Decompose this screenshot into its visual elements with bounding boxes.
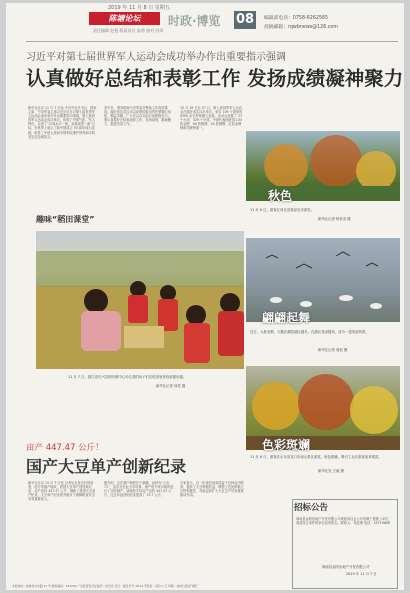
editor-credits: 责任编辑 赵曼 版面设计 陆勇 校对 苏珂: [93, 28, 164, 33]
email-text: 投稿邮箱：rqwbnews@126.com: [264, 25, 339, 30]
lead-kicker: 习近平对第七届世界军人运动会成功举办作出重要指示强调: [26, 52, 286, 63]
soybean-article-col2: 据介绍，这次测产地块位于新疆，品种为“合农 71”，由东北农业大学培育。测产组专家对地块进行了实收测产，该地块平均亩产达到 447.47 公斤，比去年创造的纪录提高了 23.7 公斤。: [104, 481, 174, 498]
lead-article-col2: 党中央、国务院和中央军委对筹备工作高度重视。湖北省及武汉市以高度的政治责任感精心组织，精益求精。广大官兵以实际行动积极参与。要认真做好总结和表彰工作，发扬成绩，凝神聚力，推进各项工作。: [104, 106, 171, 127]
lead-article-col1: 新华社北京 11 月 7 日电 中共中央总书记、国家主席、中央军委主席习近平近日对第七届世界军人运动会成功举办作出重要指示强调，第七届世界军人运动会成功举办，体现了中国气派，军人特色，实现了“办赛水平一流，参赛成绩一流”目标，在世界上展示了新中国成立 70 周年伟大成就，彰显了中国人民和中国军队维护世界和平的坚定信念和担当。: [28, 106, 97, 139]
feature-credit: 新华社记者 徐昱 摄: [156, 384, 186, 388]
soybean-article-col1: 新华社北京 11 月 7 日电 记者从农业农村部获悉，经专家测产验收，我国大豆单产创造新纪录，亩产达到 447.47 公斤，刷新了我国大豆高产纪录，大豆单产纪录的突破对于保障粮食安全具有重要意义。: [28, 481, 96, 502]
lead-headline: 认真做好总结和表彰工作 发扬成绩凝神聚力: [26, 67, 404, 90]
tender-notice-title: 招标公告: [294, 503, 329, 513]
tender-notice-body: 海南县金阳房地产开发有限公司现面向社会公开招聘工程施工单位，欢迎符合条件的单位前来报名。联系人：吴经理 电话：18719686: [296, 517, 392, 526]
autumn-photo-credit: 新华社记者 杨世尧 摄: [318, 217, 351, 221]
soybean-article-col3: 专家表示，这一纪录的创造得益于良种良法配套，提高了大豆种植效益，增强了农民种植大豆的积极性，对稳定和扩大大豆生产具有重要推动作用。: [180, 481, 244, 498]
issue-date: 2019 年 11 月 8 日 星期五: [108, 5, 170, 11]
soybean-headline: 国产大豆单产创新纪录: [26, 457, 187, 476]
autumn-photo-label: 秋色: [268, 189, 293, 203]
feature-caption: 11 月 7 日，浙江省长兴县泗安镇中心幼儿园的孩子们在稻田里体验收割乐趣。: [68, 375, 187, 379]
masthead-divider: [26, 41, 398, 42]
masthead: [6, 3, 404, 41]
feature-photo: [36, 231, 244, 369]
lead-article-col3: 10 月 18 日至 27 日，第七届世界军人运动会在湖北省武汉市举行。来自 109 个国家的 9300 余名军体健儿参赛，运动会设置了 27 个大项、329 个小项。中国代表团获得 133 枚金牌、64 枚银牌、42 枚铜牌，位居金牌榜和奖牌榜第一。: [180, 106, 243, 131]
kids-in-rice-field-image: [36, 231, 244, 369]
colorful-photo-label: 色彩斑斓: [262, 438, 311, 452]
colorful-photo-caption: 11 月 6 日，游客在山东省龙口市南山景区游览，秋色斑斓，吸引了众多游客前来观赏。: [250, 455, 382, 459]
section-logo: 陈塘论坛: [89, 12, 160, 25]
autumn-photo-caption: 11 月 6 日，游客在河北省秦皇岛市游览。: [250, 208, 314, 212]
tender-notice-company: 海南县金阳房地产开发有限公司: [322, 565, 370, 569]
page-number: 08: [235, 12, 255, 27]
cranes-photo-caption: 近日，大批灰鹤、天鹅在鄱阳湖区越冬，在湖区觅食嬉戏，成为一道美丽风景。: [250, 330, 369, 334]
cranes-photo-label: 翩翩起舞: [262, 311, 311, 325]
newspaper-page: [6, 3, 404, 590]
section-rubric: 时政·博览: [168, 14, 221, 28]
colorful-photo-credit: 新华社发 王毅 摄: [318, 469, 344, 473]
hotline-text: 编辑部电话：0758-6262565: [264, 16, 329, 21]
cranes-photo-credit: 新华社记者 周密 摄: [318, 348, 348, 352]
soybean-kicker: 亩产 447.47 公斤！: [26, 443, 104, 453]
footer-info: 本报地址：桂林市兴华路 21 号 邮政编码：541002 广告经营许可证编号：桂告许 发行：邮发代号 48-19 零售价：每份 1 元 印刷：桂林日报社印刷厂: [12, 584, 199, 588]
tender-notice-date: 2019 年 11 月 7 日: [346, 572, 377, 576]
feature-title: 趣味“稻田课堂”: [36, 215, 95, 224]
contact-info: [264, 14, 338, 32]
